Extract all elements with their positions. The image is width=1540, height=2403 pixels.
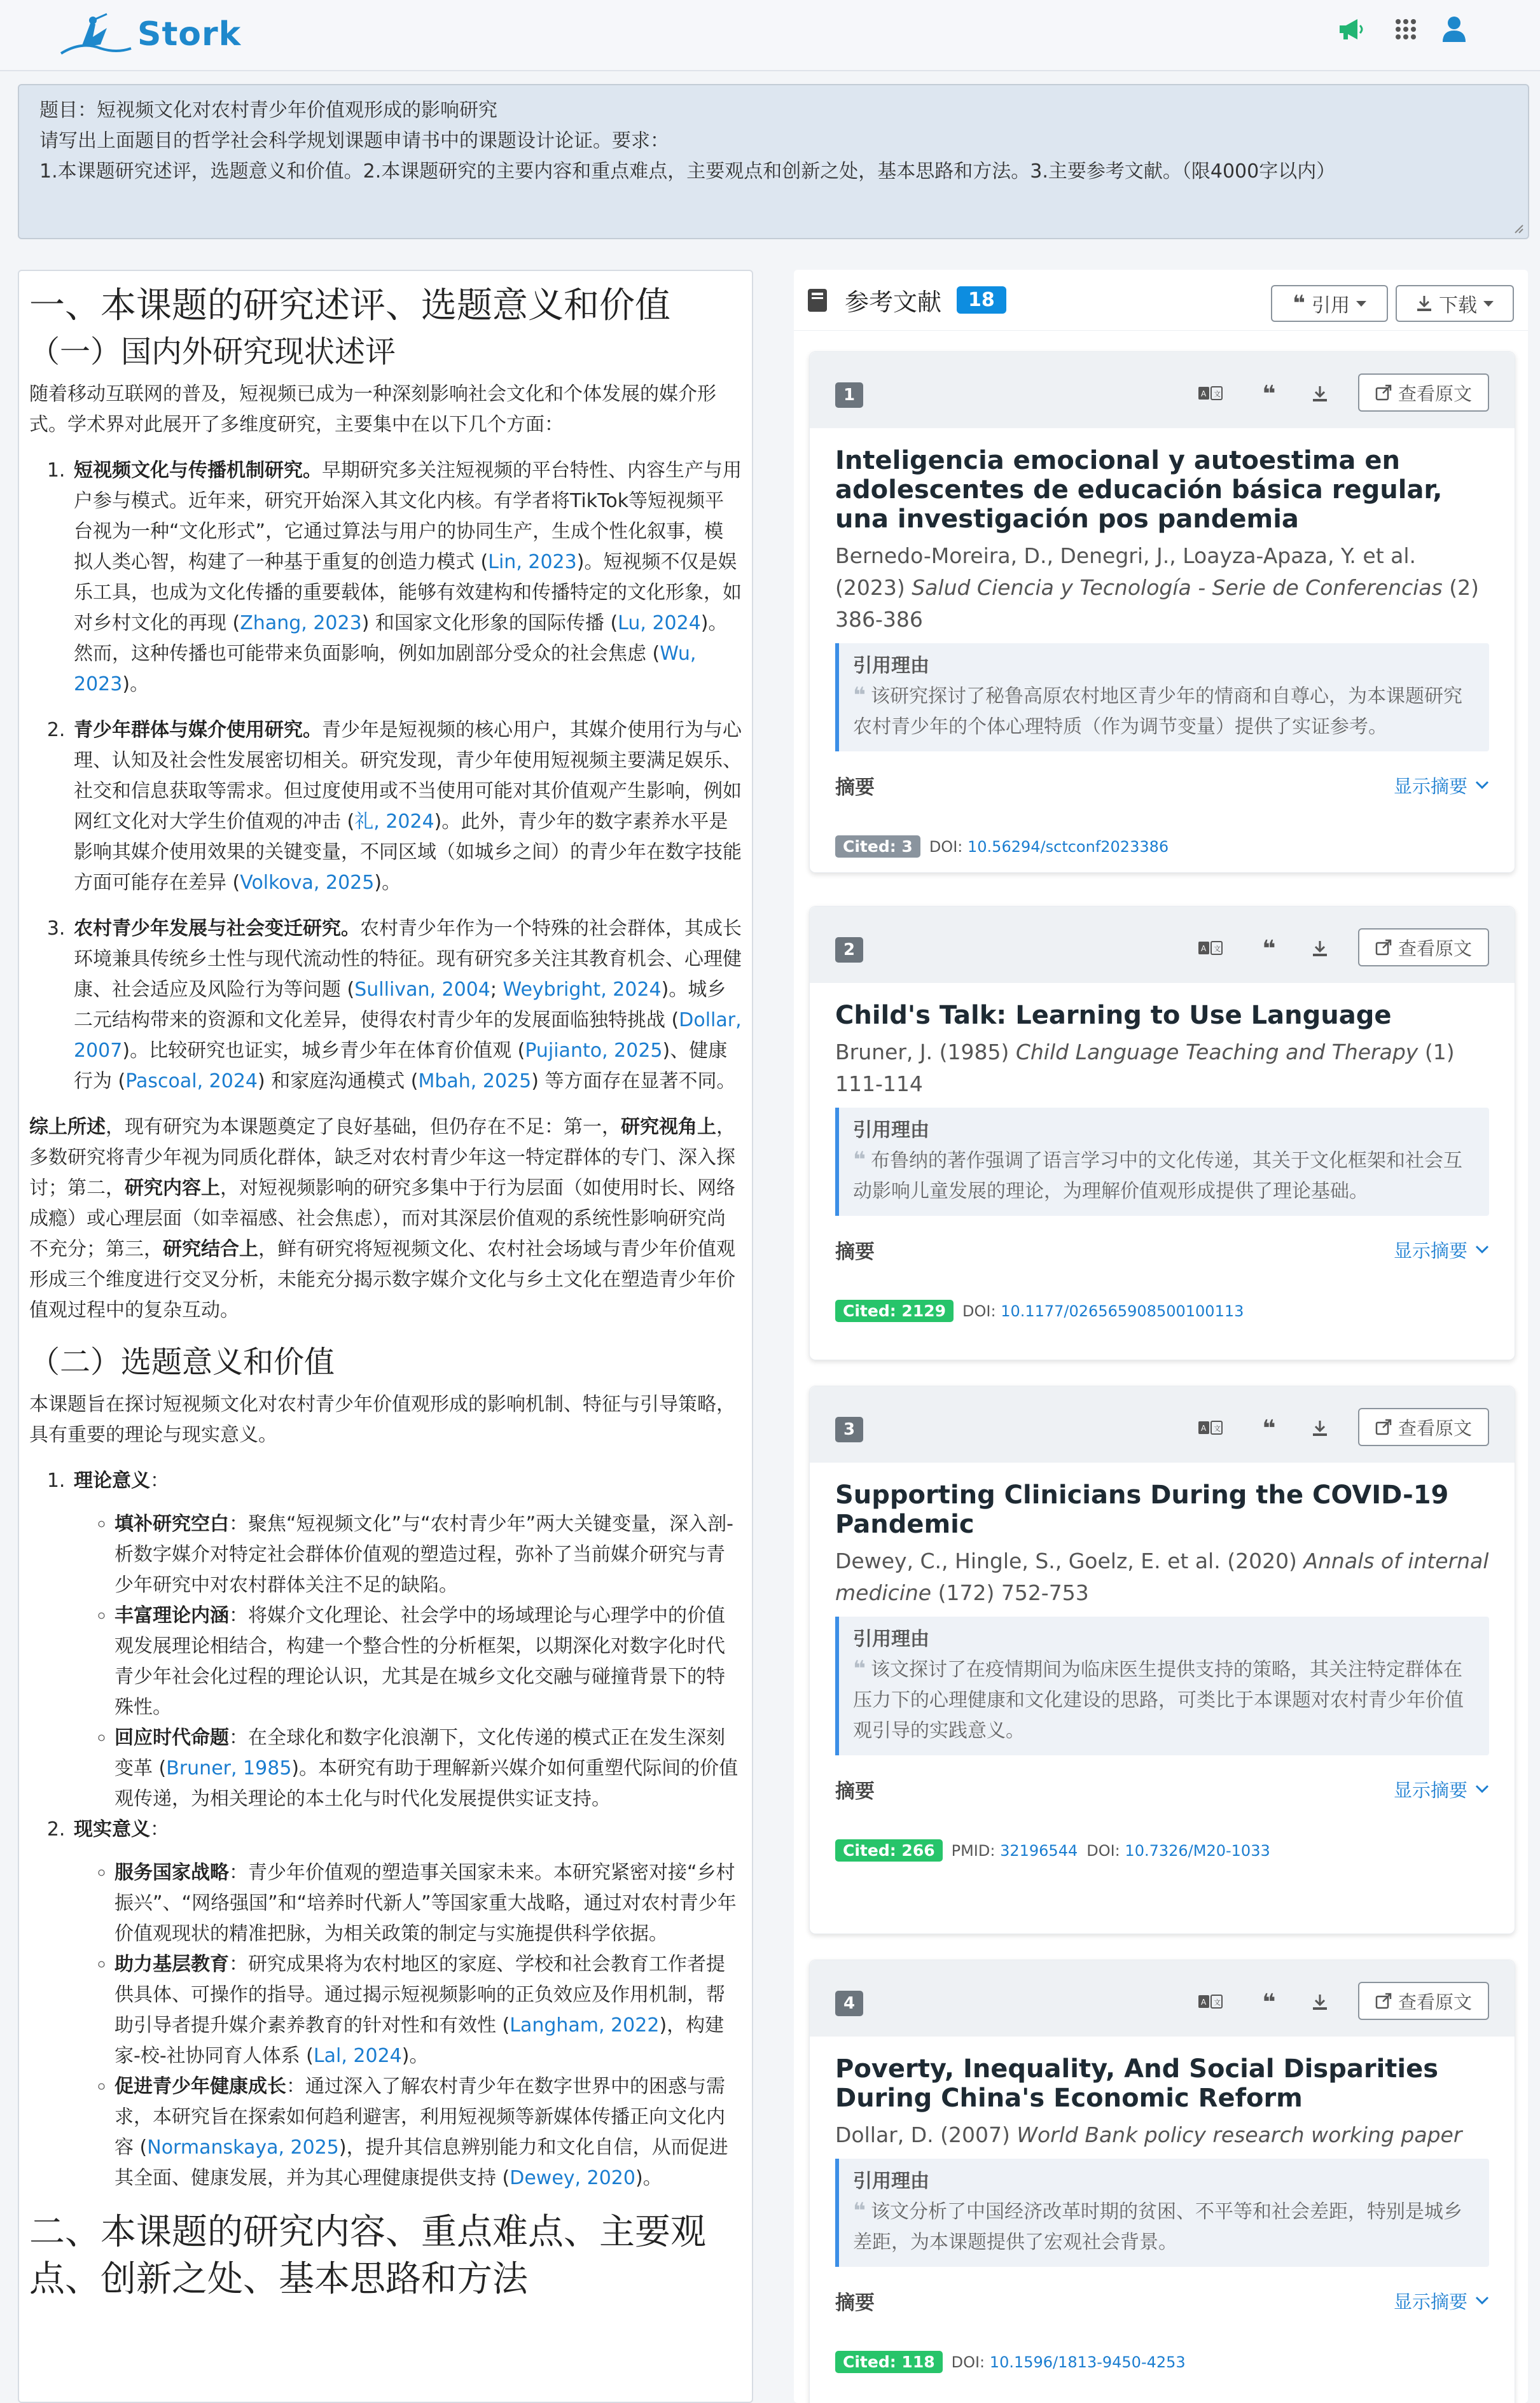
reason-label: 引用理由 (853, 1628, 929, 1650)
text: )、健康行为 ( (74, 1040, 728, 1092)
view-original-button[interactable] (1358, 928, 1489, 966)
chevron-down-icon (1475, 1785, 1489, 1794)
text: )。然而，这种传播也可能带来负面影响，例如加剧部分受众的社会焦虑 ( (74, 612, 728, 665)
citation-info-row (835, 1839, 1489, 1862)
reference-meta (835, 1036, 1489, 1100)
citation-link[interactable]: Bruner, 1985 (166, 1757, 292, 1780)
cite-dropdown-button[interactable] (1271, 285, 1388, 322)
quote-icon: ❝ (853, 683, 866, 708)
reference-meta (835, 540, 1489, 636)
text: ，鲜有研究将短视频文化、农村社会场域与青少年价值观形成三个维度进行交叉分析，未能充分揭示数字媒介文化与乡土文化在塑造青少年价值观过程中的复杂互动。 (29, 1238, 735, 1321)
volume-pages: (2) 386-386 (835, 575, 1479, 632)
pmid-link[interactable]: 32196544 (1000, 1841, 1078, 1860)
text: )。本研究有助于理解新兴媒介如何重塑代际间的价值观传递，为相关理论的本土化与时代化发展提供实证支持。 (114, 1757, 739, 1810)
sub-list (114, 1858, 742, 2194)
summary-paragraph (29, 1112, 742, 1326)
top-bar (0, 0, 1540, 71)
text: 农村青少年作为一个特殊的社会群体，其成长环境兼具传统乡土性与现代流动性的特征。现有研究多关注其教育机会、心理健康、社会适应及风险行为等问题 ( (74, 917, 742, 1001)
reason-body: 该文分析了中国经济改革时期的贫困、不平等和社会差距，特别是城乡差距，为本课题提供了宏观社会背景。 (853, 2201, 1462, 2253)
stork-logo[interactable] (56, 9, 241, 60)
megaphone-icon[interactable] (1332, 10, 1370, 48)
text: ; (490, 979, 503, 1001)
svg-text:文: 文 (1214, 1424, 1221, 1433)
citation-info-row (835, 1300, 1489, 1322)
reference-title[interactable]: Poverty, Inequality, And Social Disparities During China's Economic Reform (835, 2054, 1439, 2113)
item-bold: 现实意义 (74, 1818, 150, 1841)
view-original-label: 查看原文 (1398, 937, 1472, 959)
external-link-icon (1375, 384, 1392, 401)
sub-list-item (114, 1949, 742, 2072)
text: 早期研究多关注短视频的平台特性、内容生产与用户参与模式。近年来，研究开始深入其文化内核。有学者将TikTok等短视频平台视为一种“文化形式”，它通过算法与用户的协同生产，生成个性化叙事，模拟人类心智，构建了一种基于重复的创造力模式 ( (74, 459, 742, 573)
citation-link[interactable]: Dewey, 2020 (510, 2167, 635, 2189)
volume-pages: (172) 752-753 (931, 1580, 1089, 1605)
prompt-line: 请写出上面题目的哲学社会科学规划课题申请书中的课题设计论证。要求： (39, 130, 669, 152)
text: ，现有研究为本课题奠定了良好基础，但仍存在不足：第一， (106, 1116, 621, 1138)
citation-link[interactable]: Langham, 2022 (510, 2014, 660, 2037)
citation-link[interactable]: 礼, 2024 (354, 811, 434, 833)
abstract-row (835, 1234, 1489, 1265)
reason-label: 引用理由 (853, 655, 929, 677)
reason-text (853, 680, 1476, 742)
abstract-row (835, 769, 1489, 801)
doi-link[interactable]: 10.1177/026565908500100113 (1001, 1302, 1244, 1320)
download-icon[interactable] (1306, 1414, 1334, 1442)
citation-link[interactable]: Volkova, 2025 (240, 872, 375, 894)
citation-reason-box (835, 1108, 1489, 1216)
text: )。短视频不仅是娱乐工具，也成为文化传播的重要载体，能够有效建构和传播特定的文化形象，如对乡村文化的再现 ( (74, 551, 742, 634)
bold-text: 研究结合上 (163, 1238, 258, 1260)
reference-card (809, 906, 1515, 1360)
citation-link[interactable]: Lu, 2024 (618, 612, 701, 634)
text: ：青少年价值观的塑造事关国家未来。本研究紧密对接“乡村振兴”、“网络强国”和“培养时代新人”等国家重大战略，通过对农村青少年价值观现状的精准把脉，为相关政策的制定与实施提供科学依据。 (114, 1862, 737, 1945)
doi-group (929, 838, 1169, 856)
citation-link[interactable]: Weybright, 2024 (503, 979, 662, 1001)
cited-count-badge: Cited: 266 (835, 1839, 943, 1862)
text: ： (150, 1470, 169, 1492)
text: ) 等方面存在显著不同。 (531, 1070, 736, 1092)
doi-link[interactable]: 10.7326/M20-1033 (1125, 1841, 1270, 1860)
item-bold: 填补研究空白 (114, 1513, 229, 1535)
brand-name: Stork (137, 15, 242, 53)
show-abstract-label: 显示摘要 (1393, 1779, 1467, 1801)
abstract-label: 摘要 (835, 2291, 875, 2315)
view-original-label: 查看原文 (1398, 382, 1472, 405)
pmid-group (952, 1842, 1078, 1860)
view-original-label: 查看原文 (1398, 1417, 1472, 1439)
quote-icon: ❝ (853, 1147, 866, 1173)
svg-text:文: 文 (1214, 945, 1221, 953)
svg-text:A: A (1201, 389, 1207, 398)
item-bold: 回应时代命题 (114, 1727, 229, 1749)
reference-card (809, 1960, 1515, 2403)
abstract-label: 摘要 (835, 1240, 875, 1264)
doi-link[interactable]: 10.1596/1813-9450-4253 (989, 2353, 1186, 2371)
reason-text (853, 1654, 1476, 1746)
doi-group (952, 2353, 1186, 2371)
authors: Bruner, J. (1985) (835, 1040, 1009, 1064)
user-icon[interactable] (1435, 10, 1473, 48)
download-icon[interactable] (1306, 935, 1334, 963)
reason-text (853, 1145, 1476, 1207)
caret-down-icon (1483, 301, 1494, 307)
citation-reason-box (835, 643, 1489, 751)
translate-icon[interactable] (1197, 380, 1224, 408)
item-bold: 丰富理论内涵 (114, 1605, 229, 1627)
pmid-label: PMID: (951, 1841, 995, 1860)
text: )。 (401, 2045, 429, 2067)
abstract-row (835, 2285, 1489, 2316)
reference-number: 2 (835, 937, 863, 963)
show-abstract-toggle[interactable] (1394, 1237, 1489, 1263)
text: ：聚焦“短视频文化”与“农村青少年”两大关键变量，深入剖-析数字媒介对特定社会群体价值观的塑造过程，弥补了当前媒介研究与青少年研究中对农村群体关注不足的缺陷。 (114, 1513, 733, 1596)
doi-group (962, 1302, 1244, 1320)
download-icon (1416, 295, 1432, 312)
text: )。比较研究也证实，城乡青少年在体育价值观 ( (122, 1040, 525, 1062)
text: ：将媒介文化理论、社会学中的场域理论与心理学中的价值观发展理论相结合，构建一个整合性的分析框架，以期深化对数字化时代青少年社会化过程的理论认识，尤其是在城乡文化交融与碰撞背景下的特殊性。 (114, 1605, 725, 1718)
doi-label: DOI: (962, 1302, 996, 1320)
reason-body: 布鲁纳的著作强调了语言学习中的文化传递，其关于文化框架和社会互动影响儿童发展的理论，为理解价值观形成提供了理论基础。 (853, 1150, 1462, 1202)
quote-icon[interactable]: ❝ (1262, 1415, 1276, 1442)
venue: Annals of internal medicine (835, 1549, 1489, 1605)
reference-card (809, 351, 1515, 873)
text: )。 (374, 872, 401, 894)
text: )，提升其信息辨别能力和文化自信，从而促进其全面、健康发展，并为其心理健康提供支持 ( (114, 2136, 728, 2189)
show-abstract-label: 显示摘要 (1393, 2290, 1467, 2313)
text: )。城乡二元结构带来的资源和文化差异，使得农村青少年的发展面临独特挑战 ( (74, 979, 726, 1031)
abstract-row (835, 1773, 1489, 1805)
list-item (71, 1466, 742, 1814)
reason-body: 该文探讨了在疫情期间为临床医生提供支持的策略，其关注特定群体在压力下的心理健康和文化建设的思路，可类比于本课题对农村青少年价值观引导的实践意义。 (853, 1659, 1464, 1742)
authors: Dewey, C., Hingle, S., Goelz, E. et al. (2020) (835, 1549, 1297, 1573)
paragraph: 随着移动互联网的普及，短视频已成为一种深刻影响社会文化和个体发展的媒介形式。学术界对此展开了多维度研究，主要集中在以下几个方面： (29, 383, 716, 436)
citation-reason-box (835, 1617, 1489, 1755)
reference-number: 3 (835, 1417, 863, 1442)
citation-link[interactable]: Mbah, 2025 (418, 1070, 532, 1092)
citation-link[interactable]: Normanskaya, 2025 (147, 2136, 339, 2159)
paragraph: 本课题旨在探讨短视频文化对农村青少年价值观形成的影响机制、特征与引导策略，具有重要的理论与现实意义。 (29, 1393, 735, 1446)
card-header (810, 907, 1515, 983)
translate-icon[interactable] (1197, 1988, 1224, 2016)
list-item (71, 456, 742, 700)
reference-title[interactable]: Child's Talk: Learning to Use Language (835, 1001, 1392, 1030)
doi-label: DOI: (1086, 1841, 1120, 1860)
reason-label: 引用理由 (853, 1119, 929, 1141)
chevron-down-icon (1475, 1245, 1489, 1254)
card-header (810, 352, 1515, 428)
show-abstract-toggle[interactable] (1394, 772, 1489, 798)
view-original-button[interactable] (1358, 373, 1489, 412)
download-icon[interactable] (1306, 380, 1334, 408)
svg-text:A: A (1201, 1424, 1207, 1433)
text: ：通过深入了解农村青少年在数字世界中的困惑与需求，本研究旨在探索如何趋利避害，利用短视频等新媒体传播正向文化内容 ( (114, 2075, 725, 2159)
download-icon[interactable] (1306, 1988, 1334, 2016)
sub-list-item (114, 1509, 742, 1601)
citation-link[interactable]: Lal, 2024 (313, 2045, 402, 2067)
subsection-heading: （二）选题意义和价值 (29, 1344, 335, 1380)
show-abstract-toggle[interactable] (1394, 1776, 1489, 1802)
list-item (71, 715, 742, 898)
apps-grid-icon[interactable] (1387, 10, 1425, 48)
cite-label: 引用 (1311, 295, 1350, 317)
bold-text: 综上所述 (29, 1116, 106, 1138)
venue: Salud Ciencia y Tecnología - Serie de Conferencias (912, 575, 1443, 600)
text: ) 和家庭沟通模式 ( (258, 1070, 419, 1092)
document-panel (18, 270, 753, 2403)
citation-link[interactable]: Lin, 2023 (488, 551, 577, 573)
translate-icon[interactable] (1197, 1414, 1224, 1442)
authors: Bernedo-Moreira, D., Denegri, J., Loayza-Apaza, Y. et al. (2023) (835, 543, 1417, 600)
text: ，对短视频影响的研究多集中于行为层面（如使用时长、网络成瘾）或心理层面（如幸福感、社会焦虑），而对其深层价值观的系统性影响研究尚不充分；第三， (29, 1177, 735, 1260)
quote-icon[interactable]: ❝ (1262, 1989, 1276, 2016)
references-title: 参考文献 (845, 288, 942, 316)
chevron-down-icon (1475, 781, 1489, 790)
text: ：研究成果将为农村地区的家庭、学校和社会教育工作者提供具体、可操作的指导。通过揭示短视频影响的正负效应及作用机制，帮助引导者提升媒介素养教育的针对性和有效性 ( (114, 1953, 725, 2037)
chevron-down-icon (1475, 2296, 1489, 2305)
reference-card (809, 1386, 1515, 1934)
svg-text:文: 文 (1214, 1998, 1221, 2007)
text: )。 (122, 673, 149, 695)
caret-down-icon (1356, 301, 1366, 307)
text: )。 (635, 2167, 662, 2189)
view-original-button[interactable] (1358, 1408, 1489, 1446)
bold-text: 研究内容上 (125, 1177, 220, 1199)
subsection-heading: （一）国内外研究现状述评 (29, 334, 396, 370)
item-bold: 理论意义 (74, 1470, 150, 1492)
text: ：在全球化和数字化浪潮下，文化传递的模式正在发生深刻变革 ( (114, 1727, 725, 1780)
cited-count-badge: Cited: 118 (835, 2351, 943, 2373)
reason-label: 引用理由 (853, 2170, 929, 2192)
card-header (810, 1960, 1515, 2037)
quote-icon[interactable]: ❝ (1262, 380, 1276, 407)
citation-link[interactable]: Pascoal, 2024 (125, 1070, 258, 1092)
sub-list (114, 1509, 742, 1814)
doi-link[interactable]: 10.56294/sctconf2023386 (968, 837, 1169, 856)
research-review-list (71, 456, 742, 1097)
text: )，构建家-校-社协同育人体系 ( (114, 2014, 725, 2067)
doi-group (1086, 1842, 1270, 1860)
quote-icon: ❝ (853, 1656, 866, 1682)
view-original-button[interactable] (1358, 1982, 1489, 2020)
sub-list-item (114, 1601, 742, 1723)
view-original-label: 查看原文 (1398, 1991, 1472, 2013)
citation-reason-box (835, 2159, 1489, 2267)
citation-link[interactable]: Pujianto, 2025 (525, 1040, 663, 1062)
external-link-icon (1375, 1993, 1392, 2009)
authors: Dollar, D. (2007) (835, 2122, 1010, 2147)
abstract-label: 摘要 (835, 1780, 875, 1803)
item-bold: 青少年群体与媒介使用研究。 (74, 719, 322, 741)
reference-meta (835, 1545, 1489, 1609)
references-count-badge: 18 (957, 286, 1006, 314)
quote-icon: ❝ (853, 2198, 866, 2224)
text: ) 和国家文化形象的国际传播 ( (361, 612, 618, 634)
quote-icon[interactable]: ❝ (1262, 935, 1276, 962)
reference-number: 1 (835, 382, 863, 408)
reason-text (853, 2196, 1476, 2258)
item-bold: 短视频文化与传播机制研究。 (74, 459, 322, 482)
text: )。此外，青少年的数字素养水平是影响其媒介使用效果的关键变量，不同区域（如城乡之间）的青少年在数字技能方面可能存在差异 ( (74, 811, 742, 894)
sub-list-item (114, 2072, 742, 2194)
citation-link[interactable]: Wu, 2023 (74, 643, 697, 695)
item-bold: 助力基层教育 (114, 1953, 229, 1975)
cited-count-badge: Cited: 3 (835, 835, 920, 858)
list-item (71, 1814, 742, 2194)
prompt-textarea[interactable] (18, 84, 1529, 239)
show-abstract-label: 显示摘要 (1393, 1239, 1467, 1262)
quote-icon: ❝ (1293, 291, 1305, 316)
venue: World Bank policy research working paper (1016, 2122, 1462, 2147)
sub-list-item (114, 1723, 742, 1814)
prompt-line: 1.本课题研究述评，选题意义和价值。2.本课题研究的主要内容和重点难点，主要观点和创新之处，基本思路和方法。3.主要参考文献。（限4000字以内） (39, 160, 1336, 183)
abstract-label: 摘要 (835, 776, 875, 799)
text: ，多数研究将青少年视为同质化群体，缺乏对农村青少年这一特定群体的专门、深入探讨；第二， (29, 1116, 735, 1199)
text: 青少年是短视频的核心用户，其媒介使用行为与心理、认知及社会性发展密切相关。研究发现，青少年使用短视频主要满足娱乐、社交和信息获取等需求。但过度使用或不当使用可能对其价值观产生影响，例如网红文化对大学生价值观的冲击 ( (74, 719, 742, 833)
external-link-icon (1375, 1419, 1392, 1435)
item-bold: 促进青少年健康成长 (114, 2075, 286, 2098)
list-item (71, 914, 742, 1097)
card-header (810, 1386, 1515, 1463)
citation-link[interactable]: Sullivan, 2004 (354, 979, 490, 1001)
volume-pages: (1) 111-114 (835, 1040, 1455, 1096)
show-abstract-label: 显示摘要 (1393, 775, 1467, 797)
sub-list-item (114, 1858, 742, 1949)
svg-text:A: A (1201, 1998, 1207, 2007)
book-icon (807, 288, 828, 313)
bold-text: 研究视角上 (621, 1116, 716, 1138)
significance-list (71, 1466, 742, 2194)
reference-title[interactable]: Inteligencia emocional y autoestima en adolescentes de educación básica regular, una investigación pos pandemia (835, 446, 1443, 534)
doi-label: DOI: (951, 2353, 985, 2371)
external-link-icon (1375, 939, 1392, 956)
reference-number: 4 (835, 1991, 863, 2016)
item-bold: 农村青少年发展与社会变迁研究。 (74, 917, 360, 940)
reference-title[interactable]: Supporting Clinicians During the COVID-19 Pandemic (835, 1480, 1449, 1539)
svg-text:文: 文 (1214, 390, 1221, 398)
download-dropdown-button[interactable] (1396, 285, 1514, 322)
reason-body: 该研究探讨了秘鲁高原农村地区青少年的情商和自尊心，为本课题研究农村青少年的个体心理特质（作为调节变量）提供了实证参考。 (853, 685, 1462, 738)
citation-link[interactable]: Dollar, 2007 (74, 1009, 742, 1062)
stork-bird-icon (56, 9, 132, 60)
svg-text:A: A (1201, 944, 1207, 953)
resize-handle-icon[interactable] (1513, 223, 1524, 234)
download-label: 下载 (1439, 295, 1477, 317)
citation-info-row (835, 2351, 1489, 2373)
prompt-line: 题目：短视频文化对农村青少年价值观形成的影响研究 (39, 99, 497, 122)
translate-icon[interactable] (1197, 935, 1224, 963)
references-panel (794, 270, 1528, 2403)
citation-link[interactable]: Zhang, 2023 (240, 612, 362, 634)
section-heading: 一、本课题的研究述评、选题意义和价值 (29, 285, 670, 326)
cited-count-badge: Cited: 2129 (835, 1300, 954, 1322)
reference-meta (835, 2119, 1489, 2151)
section-heading: 二、本课题的研究内容、重点难点、主要观点、创新之处、基本思路和方法 (29, 2211, 706, 2300)
item-bold: 服务国家战略 (114, 1862, 229, 1884)
text: ： (150, 1818, 169, 1841)
citation-info-row (835, 835, 1489, 858)
venue: Child Language Teaching and Therapy (1015, 1040, 1419, 1064)
doi-label: DOI: (929, 837, 963, 856)
show-abstract-toggle[interactable] (1394, 2288, 1489, 2314)
